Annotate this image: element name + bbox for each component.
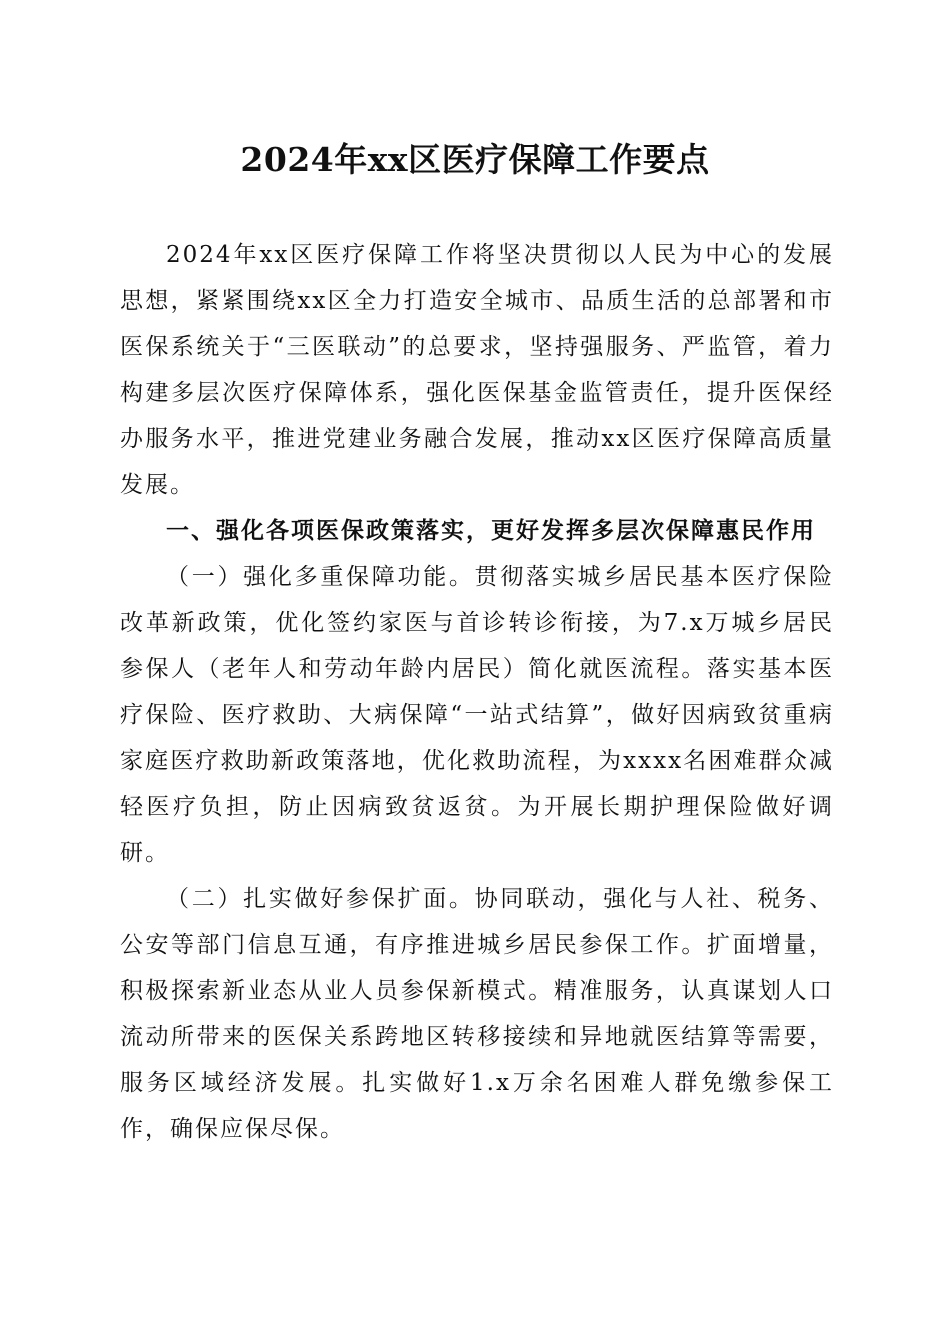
document-title: 2024年xx区医疗保障工作要点 bbox=[240, 140, 710, 179]
item-paragraph-2 bbox=[120, 876, 834, 1152]
intro-paragraph: 2024年xx区医疗保障工作将坚决贯彻以人民为中心的发展思想，紧紧围绕xx区全力打造安全城市、品质生活的总部署和市医保系统关于“三医联动”的总要求，坚持强服务、严监管，着力构建多层次医疗保障体系，强化医保基金监管责任，提升医保经办服务水平，推进党建业务融合发展，推动xx区医疗保障高质量发展。 bbox=[120, 242, 834, 498]
item-text-2: 协同联动，强化与人社、税务、公安等部门信息互通，有序推进城乡居民参保工作。扩面增量，积极探索新业态从业人员参保新模式。精准服务，认真谋划人口流动所带来的医保关系跨地区转移接续和异地就医结算等需要，服务区域经济发展。扎实做好1.x万余名困难人群免缴参保工作，确保应保尽保。 bbox=[120, 886, 835, 1142]
item-paragraph-1 bbox=[120, 554, 834, 876]
section-heading: 一、强化各项医保政策落实，更好发挥多层次保障惠民作用 bbox=[166, 518, 816, 544]
item-label-2: （二）扎实做好参保扩面。 bbox=[166, 886, 475, 912]
document-body bbox=[120, 232, 834, 1152]
item-label-1: （一）强化多重保障功能。 bbox=[166, 564, 475, 590]
item-text-1: 贯彻落实城乡居民基本医疗保险改革新政策，优化签约家医与首诊转诊衔接，为7.x万城乡居民参保人（老年人和劳动年龄内居民）简化就医流程。落实基本医疗保险、医疗救助、大病保障“一站式结算”，做好因病致贫重病家庭医疗救助新政策落地，优化救助流程，为xxxx名困难群众减轻医疗负担，防止因病致贫返贫。为开展长期护理保险做好调研。 bbox=[120, 564, 835, 866]
